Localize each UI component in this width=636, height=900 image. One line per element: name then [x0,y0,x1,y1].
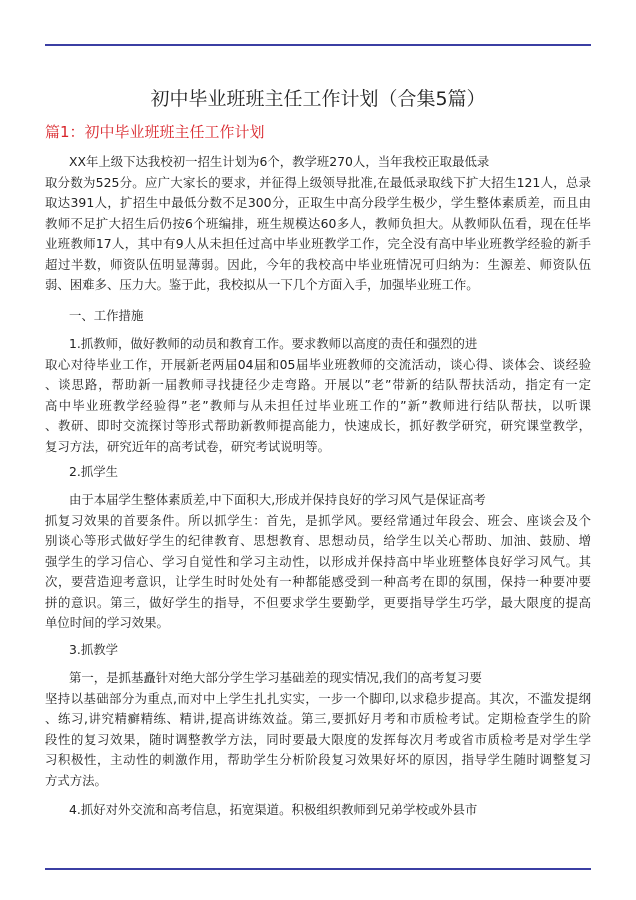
text-line: 拼的意识。第三，做好学生的指导，不但要求学生要勤学，更要指导学生巧学，最大限度的提高 [45,594,591,610]
subsection-title: 3.抓教学 [69,642,118,657]
text-line: 业班教师17人，其中有9人从未担任过高中毕业班教学工作，完全没有高中毕业班教学经验的新手 [45,236,591,251]
text-line: 1.抓教师，做好教师的动员和教育工作。要求教师以高度的责任和强烈的进 [69,336,478,351]
section-heading: 篇1：初中毕业班班主任工作计划 [45,123,265,141]
text-line: 复习方法，研究近年的高考试卷，研究考试说明等。 [45,438,330,454]
text-line: XX年上级下达我校初一招生计划为6个，教学班270人，当年我校正取最低录 [69,154,490,169]
text-line: 习积极性，主动性的刺激作用，帮助学生分析阶段复习效果好坏的原因，指导学生随时调整复习 [45,752,591,767]
text-line: 方式方法。 [45,772,107,788]
paragraph-teaching [45,668,591,791]
text-line: 次，要营造迎考意识，让学生时时处处有一种都能感受到一种高考在即的氛围，保持一种要冲要 [45,574,591,589]
text-line: 高中毕业班教学经验得”老”教师与从未担任过毕业班工作的”新”教师进行结队帮扶，以听课 [45,397,591,413]
text-line: 由于本届学生整体素质差,中下面积大,形成并保持良好的学习风气是保证高考 [69,492,486,507]
paragraph-exchange [45,800,591,821]
text-line: 抓复习效果的首要条件。所以抓学生：首先，是抓学风。要经常通过年段会、班会、座谈会及个 [45,512,591,528]
text-line: 取达391人，扩招生中最低分数不足300分，正取生中高分段学生极少，学生整体素质差，而且由 [45,195,591,210]
text-line: 弱、困难多、压力大。鉴于此，我校拟从一下几个方面入手，加强毕业班工作。 [45,277,479,292]
text-line: 4.抓好对外交流和高考信息，拓宽渠道。积极组织教师到兄弟学校或外县市 [69,802,478,817]
bottom-rule [45,868,591,870]
text-line: 、谈思路，帮助新一届教师寻找捷径少走弯路。开展以”老”带新的结队帮扶活动，指定有一定 [45,377,591,392]
text-line: 别谈心等形式做好学生的纪律教育、思想教育、思想动员，给学生以关心帮助、加油、鼓励、增 [45,533,591,548]
text-line: 、练习,讲究精癣精练、精讲,提高讲练效益。第三,要抓好月考和市质检考试。定期检查学生的阶 [45,711,591,726]
text-line: 第一，是抓基矗针对绝大部分学生学习基础差的现实情况,我们的高考复习要 [69,670,482,685]
top-rule [45,44,591,46]
text-line: 坚持以基础部分为重点,而对中上学生扎扎实实，一步一个脚印,以求稳步提高。其次，不滥发提纲 [45,690,591,706]
text-line: 单位时间的学习效果。 [45,615,169,630]
paragraph-teachers [45,334,591,457]
text-line: 段性的复习效果，随时调整教学方法，同时要最大限度的发挥每次月考或省市质检考是对学生学 [45,731,591,747]
text-line: 取心对待毕业工作，开展新老两届04届和05届毕业班教师的交流活动，谈心得、谈体会、谈经验 [45,356,591,372]
page-title: 初中毕业班班主任工作计划（合集5篇） [150,88,486,110]
subsection-title: 2.抓学生 [69,464,118,479]
paragraph-students [45,490,591,634]
text-line: 取分数为525分。应广大家长的要求，并征得上级领导批准,在最低录取线下扩大招生121人，总录 [45,174,591,190]
text-line: 、教研、即时交流探讨等形式帮助新教师提高能力，快速成长，抓好教学研究，研究课堂教学， [45,418,591,433]
text-line: 超过半数，师资队伍明显薄弱。因此，今年的我校高中毕业班情况可归纳为：生源差、师资队伍 [45,256,591,272]
text-line: 教师不足扩大招生后仍按6个班编排，班生规模达60多人，教师负担大。从教师队伍看，现在任毕 [45,215,591,231]
intro-paragraph [45,152,591,296]
text-line: 强学生的学习信心、学习自觉性和学习主动性，以形成并保持高中毕业班整体良好学习风气。其 [45,553,591,569]
section-title: 一、工作措施 [69,308,144,323]
